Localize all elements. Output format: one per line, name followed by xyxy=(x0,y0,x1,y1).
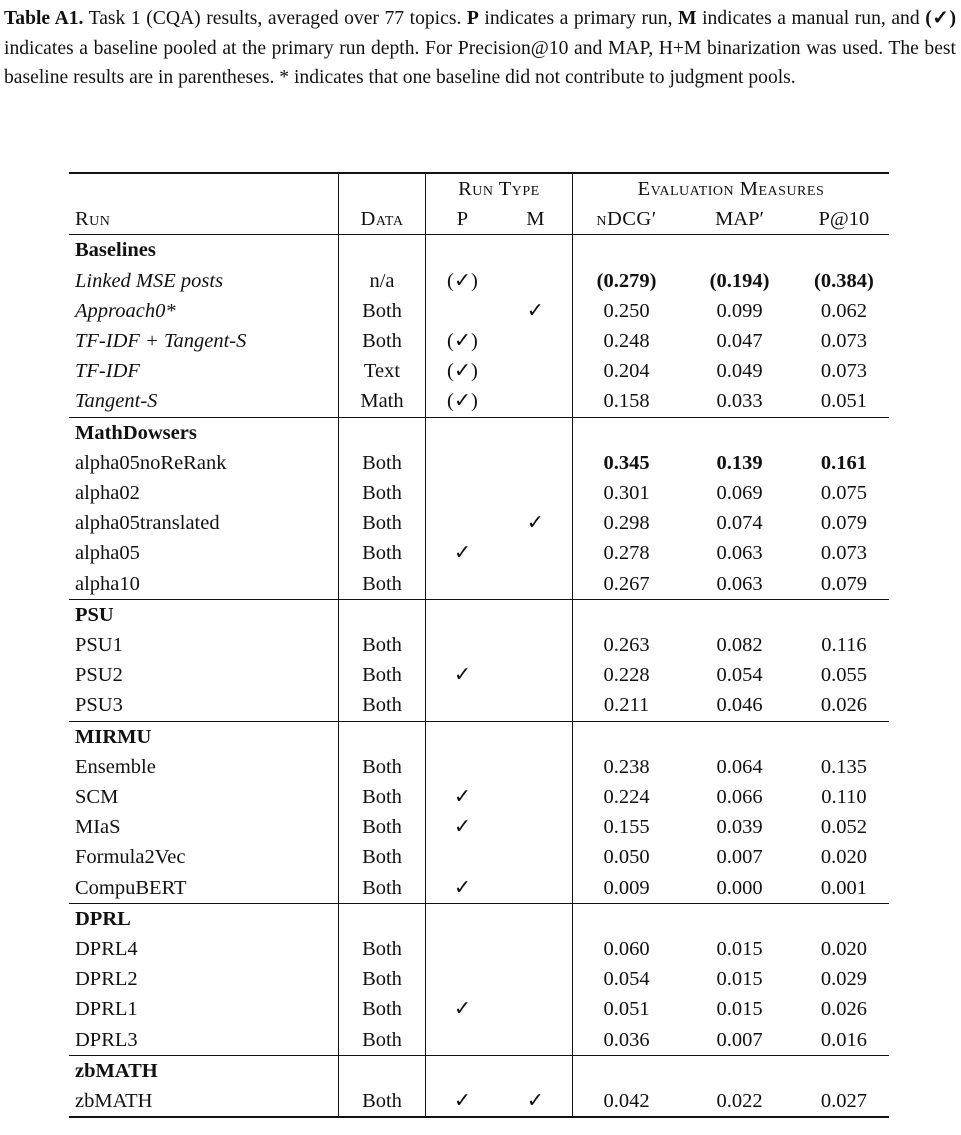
group-name: DPRL xyxy=(69,903,338,934)
table-row xyxy=(69,569,889,600)
table-row xyxy=(69,326,889,356)
ndcg-value: 0.009 xyxy=(603,876,650,899)
map-value: 0.099 xyxy=(716,299,763,322)
caption-text: indicates a baseline pooled at the primary run depth. For Precision@10 and MAP, H+M binarization was used. The best baseline results are in parentheses. * indicates that one baseline did not contribute to judgment pools. xyxy=(4,37,956,88)
caption-m-letter: M xyxy=(678,8,697,29)
run-name: TF-IDF + Tangent-S xyxy=(69,326,338,356)
table-row xyxy=(69,873,889,904)
data-type: Both xyxy=(338,630,425,660)
empty-cell xyxy=(499,417,572,448)
p10-value: 0.073 xyxy=(820,542,867,565)
run-name: MIaS xyxy=(69,812,338,842)
map-value: 0.007 xyxy=(716,846,763,869)
header-row-columns xyxy=(69,204,889,235)
ndcg-value: 0.345 xyxy=(603,451,650,474)
run-name: alpha05translated xyxy=(69,508,338,538)
run-name: DPRL4 xyxy=(69,934,338,964)
data-type: Both xyxy=(338,326,425,356)
p10-value: 0.016 xyxy=(820,1028,867,1051)
empty-cell xyxy=(499,1055,572,1086)
manual-flag xyxy=(499,690,572,721)
empty-cell xyxy=(426,721,499,752)
primary-flag xyxy=(426,934,499,964)
data-type: Both xyxy=(338,538,425,568)
empty-cell xyxy=(680,599,798,630)
primary-flag xyxy=(426,569,499,600)
table-row xyxy=(69,630,889,660)
data-type: Both xyxy=(338,660,425,690)
p10-value: 0.026 xyxy=(820,998,867,1021)
empty-cell xyxy=(499,903,572,934)
table-row xyxy=(69,508,889,538)
p10-value: 0.055 xyxy=(820,664,867,687)
table-row xyxy=(69,266,889,296)
table-row xyxy=(69,934,889,964)
empty-cell xyxy=(799,417,889,448)
ndcg-value: 0.054 xyxy=(603,968,650,991)
ndcg-value: 0.204 xyxy=(603,360,650,383)
empty-cell xyxy=(572,903,680,934)
p10-value: 0.062 xyxy=(820,299,867,322)
run-name: PSU1 xyxy=(69,630,338,660)
ndcg-value: 0.298 xyxy=(603,512,650,535)
table-row xyxy=(69,690,889,721)
empty-cell xyxy=(338,235,425,266)
run-name: Ensemble xyxy=(69,752,338,782)
group-name: Baselines xyxy=(69,235,338,266)
map-value: 0.074 xyxy=(716,512,763,535)
results-table xyxy=(69,172,889,1118)
ndcg-value: 0.238 xyxy=(603,755,650,778)
ndcg-value: (0.279) xyxy=(596,269,657,292)
map-value: 0.066 xyxy=(716,786,763,809)
table-row xyxy=(69,356,889,386)
header-p: P xyxy=(456,208,469,231)
primary-flag xyxy=(426,296,499,326)
run-name: alpha05 xyxy=(69,538,338,568)
group-row xyxy=(69,903,889,934)
run-name: alpha10 xyxy=(69,569,338,600)
manual-flag xyxy=(499,448,572,478)
data-type: Both xyxy=(338,812,425,842)
run-name: Linked MSE posts xyxy=(69,266,338,296)
table-row xyxy=(69,538,889,568)
table-row xyxy=(69,296,889,326)
empty-cell xyxy=(426,417,499,448)
empty-cell xyxy=(499,721,572,752)
ndcg-value: 0.036 xyxy=(603,1028,650,1051)
manual-flag xyxy=(499,752,572,782)
table-row xyxy=(69,842,889,872)
primary-flag: (✓) xyxy=(447,330,478,353)
empty-cell xyxy=(799,599,889,630)
p10-value: 0.052 xyxy=(820,816,867,839)
run-name: PSU3 xyxy=(69,690,338,721)
header-evaluation-measures: Evaluation Measures xyxy=(572,173,889,204)
empty-cell xyxy=(572,721,680,752)
p10-value: 0.029 xyxy=(820,968,867,991)
map-value: 0.000 xyxy=(716,876,763,899)
run-name: DPRL3 xyxy=(69,1025,338,1056)
primary-flag: ✓ xyxy=(453,998,472,1021)
data-type: Both xyxy=(338,296,425,326)
p10-value: 0.001 xyxy=(820,876,867,899)
table-caption xyxy=(4,4,956,93)
empty-cell xyxy=(426,599,499,630)
map-value: 0.064 xyxy=(716,755,763,778)
empty-cell xyxy=(680,417,798,448)
p10-value: 0.079 xyxy=(820,512,867,535)
manual-flag xyxy=(499,266,572,296)
ndcg-value: 0.228 xyxy=(603,664,650,687)
caption-text: Task 1 (CQA) results, averaged over 77 topics. xyxy=(83,8,467,29)
map-value: 0.015 xyxy=(716,998,763,1021)
run-name: alpha05noReRank xyxy=(69,448,338,478)
ndcg-value: 0.278 xyxy=(603,542,650,565)
group-row xyxy=(69,1055,889,1086)
run-name: TF-IDF xyxy=(69,356,338,386)
empty-cell xyxy=(680,235,798,266)
primary-flag: (✓) xyxy=(447,360,478,383)
run-name: PSU2 xyxy=(69,660,338,690)
empty-cell xyxy=(572,599,680,630)
header-blank xyxy=(338,173,425,204)
empty-cell xyxy=(426,235,499,266)
p10-value: 0.051 xyxy=(820,390,867,413)
p10-value: 0.110 xyxy=(821,786,867,809)
empty-cell xyxy=(338,721,425,752)
empty-cell xyxy=(426,1055,499,1086)
data-type: Both xyxy=(338,448,425,478)
map-value: 0.022 xyxy=(680,1086,798,1117)
run-name: SCM xyxy=(69,782,338,812)
group-name: MIRMU xyxy=(69,721,338,752)
data-type: Text xyxy=(338,356,425,386)
data-type: Both xyxy=(338,569,425,600)
primary-flag: (✓) xyxy=(447,390,478,413)
table-row xyxy=(69,782,889,812)
header-row-top xyxy=(69,173,889,204)
data-type: Both xyxy=(338,478,425,508)
empty-cell xyxy=(338,599,425,630)
manual-flag xyxy=(499,934,572,964)
manual-flag: ✓ xyxy=(499,296,572,326)
manual-flag xyxy=(499,994,572,1024)
run-name: zbMATH xyxy=(69,1086,338,1117)
header-data: Data xyxy=(338,204,425,235)
map-value: 0.139 xyxy=(716,451,763,474)
p10-value: 0.020 xyxy=(820,846,867,869)
map-value: 0.007 xyxy=(716,1028,763,1051)
manual-flag xyxy=(499,356,572,386)
empty-cell xyxy=(572,235,680,266)
group-row xyxy=(69,721,889,752)
run-name: Tangent-S xyxy=(69,386,338,417)
ndcg-value: 0.060 xyxy=(603,938,650,961)
group-name: zbMATH xyxy=(69,1055,338,1086)
run-name: Formula2Vec xyxy=(69,842,338,872)
caption-text: indicates a manual run, and xyxy=(696,8,926,29)
primary-flag xyxy=(426,1025,499,1056)
empty-cell xyxy=(426,903,499,934)
manual-flag xyxy=(499,630,572,660)
empty-cell xyxy=(499,599,572,630)
header-m: M xyxy=(499,204,572,235)
empty-cell xyxy=(338,1055,425,1086)
p10-value: 0.020 xyxy=(820,938,867,961)
table-row xyxy=(69,812,889,842)
empty-cell xyxy=(572,417,680,448)
ndcg-value: 0.263 xyxy=(603,634,650,657)
primary-flag: ✓ xyxy=(453,876,472,899)
p10-value: 0.079 xyxy=(820,572,867,595)
ndcg-value: 0.301 xyxy=(603,482,650,505)
p10-value: 0.026 xyxy=(820,694,867,717)
data-type: Both xyxy=(338,690,425,721)
primary-flag xyxy=(426,508,499,538)
map-value: 0.082 xyxy=(716,634,763,657)
header-run-type: Run Type xyxy=(426,173,573,204)
map-value: 0.063 xyxy=(716,572,763,595)
map-value: 0.049 xyxy=(716,360,763,383)
table-row xyxy=(69,752,889,782)
group-row xyxy=(69,235,889,266)
manual-flag: ✓ xyxy=(499,508,572,538)
data-type: Both xyxy=(338,752,425,782)
map-value: 0.047 xyxy=(716,330,763,353)
run-name: Approach0* xyxy=(69,296,338,326)
data-type: Both xyxy=(338,782,425,812)
empty-cell xyxy=(499,235,572,266)
ndcg-value: 0.267 xyxy=(603,572,650,595)
ndcg-value: 0.248 xyxy=(603,330,650,353)
manual-flag xyxy=(499,782,572,812)
group-name: MathDowsers xyxy=(69,417,338,448)
empty-cell xyxy=(680,721,798,752)
ndcg-value: 0.051 xyxy=(603,998,650,1021)
p10-value: 0.073 xyxy=(820,360,867,383)
map-value: 0.015 xyxy=(716,968,763,991)
primary-flag xyxy=(426,964,499,994)
map-value: 0.054 xyxy=(716,664,763,687)
manual-flag xyxy=(499,812,572,842)
empty-cell xyxy=(799,721,889,752)
manual-flag: ✓ xyxy=(499,1086,572,1117)
header-run: Run xyxy=(69,204,338,235)
ndcg-value: 0.158 xyxy=(603,390,650,413)
caption-check-symbol: (✓) xyxy=(925,8,956,29)
table-row xyxy=(69,964,889,994)
data-type: Both xyxy=(338,994,425,1024)
empty-cell xyxy=(680,903,798,934)
primary-flag xyxy=(426,630,499,660)
caption-text: indicates a primary run, xyxy=(478,8,679,29)
run-name: DPRL1 xyxy=(69,994,338,1024)
empty-cell xyxy=(799,235,889,266)
ndcg-value: 0.211 xyxy=(603,694,650,717)
table-row xyxy=(69,448,889,478)
p10-value: 0.135 xyxy=(820,755,867,778)
ndcg-value: 0.155 xyxy=(603,816,650,839)
map-value: 0.033 xyxy=(716,390,763,413)
primary-flag xyxy=(426,448,499,478)
ndcg-value: 0.042 xyxy=(572,1086,680,1117)
map-value: 0.063 xyxy=(716,542,763,565)
p10-value: 0.073 xyxy=(820,330,867,353)
empty-cell xyxy=(338,903,425,934)
data-type: Both xyxy=(338,508,425,538)
map-value: 0.039 xyxy=(716,816,763,839)
primary-flag: ✓ xyxy=(453,786,472,809)
caption-p-letter: P xyxy=(466,8,479,29)
manual-flag xyxy=(499,873,572,904)
data-type: Both xyxy=(338,873,425,904)
map-value: 0.046 xyxy=(716,694,763,717)
manual-flag xyxy=(499,386,572,417)
p10-value: 0.027 xyxy=(799,1086,889,1117)
data-type: n/a xyxy=(338,266,425,296)
primary-flag xyxy=(426,478,499,508)
table-row xyxy=(69,478,889,508)
primary-flag: ✓ xyxy=(453,542,472,565)
map-value: 0.015 xyxy=(716,938,763,961)
empty-cell xyxy=(799,1055,889,1086)
data-type: Both xyxy=(338,1086,425,1117)
manual-flag xyxy=(499,478,572,508)
primary-flag xyxy=(426,690,499,721)
p10-value: 0.161 xyxy=(820,451,867,474)
table-row xyxy=(69,386,889,417)
group-name: PSU xyxy=(69,599,338,630)
manual-flag xyxy=(499,842,572,872)
map-value: (0.194) xyxy=(709,269,770,292)
manual-flag xyxy=(499,1025,572,1056)
p10-value: 0.075 xyxy=(820,482,867,505)
empty-cell xyxy=(572,1055,680,1086)
ndcg-value: 0.224 xyxy=(603,786,650,809)
table-row xyxy=(69,1086,889,1117)
manual-flag xyxy=(499,569,572,600)
header-p10: P@10 xyxy=(818,208,870,231)
data-type: Both xyxy=(338,964,425,994)
primary-flag xyxy=(426,842,499,872)
header-map: MAP′ xyxy=(715,208,764,231)
manual-flag xyxy=(499,538,572,568)
run-name: DPRL2 xyxy=(69,964,338,994)
primary-flag: ✓ xyxy=(453,816,472,839)
empty-cell xyxy=(338,417,425,448)
data-type: Math xyxy=(338,386,425,417)
empty-cell xyxy=(680,1055,798,1086)
primary-flag xyxy=(426,752,499,782)
caption-label: Table A1. xyxy=(4,8,84,29)
group-row xyxy=(69,599,889,630)
primary-flag: ✓ xyxy=(453,664,472,687)
header-ndcg: nDCG′ xyxy=(596,208,657,231)
map-value: 0.069 xyxy=(716,482,763,505)
header-blank xyxy=(69,173,338,204)
empty-cell xyxy=(799,903,889,934)
ndcg-value: 0.050 xyxy=(603,846,650,869)
data-type: Both xyxy=(338,934,425,964)
table-row xyxy=(69,1025,889,1056)
manual-flag xyxy=(499,964,572,994)
primary-flag: (✓) xyxy=(447,269,478,292)
group-row xyxy=(69,417,889,448)
p10-value: (0.384) xyxy=(814,269,874,292)
manual-flag xyxy=(499,660,572,690)
data-type: Both xyxy=(338,842,425,872)
ndcg-value: 0.250 xyxy=(603,299,650,322)
data-type: Both xyxy=(338,1025,425,1056)
p10-value: 0.116 xyxy=(821,634,867,657)
table-row xyxy=(69,660,889,690)
table-row xyxy=(69,994,889,1024)
run-name: CompuBERT xyxy=(69,873,338,904)
run-name: alpha02 xyxy=(69,478,338,508)
manual-flag xyxy=(499,326,572,356)
primary-flag: ✓ xyxy=(426,1086,499,1117)
